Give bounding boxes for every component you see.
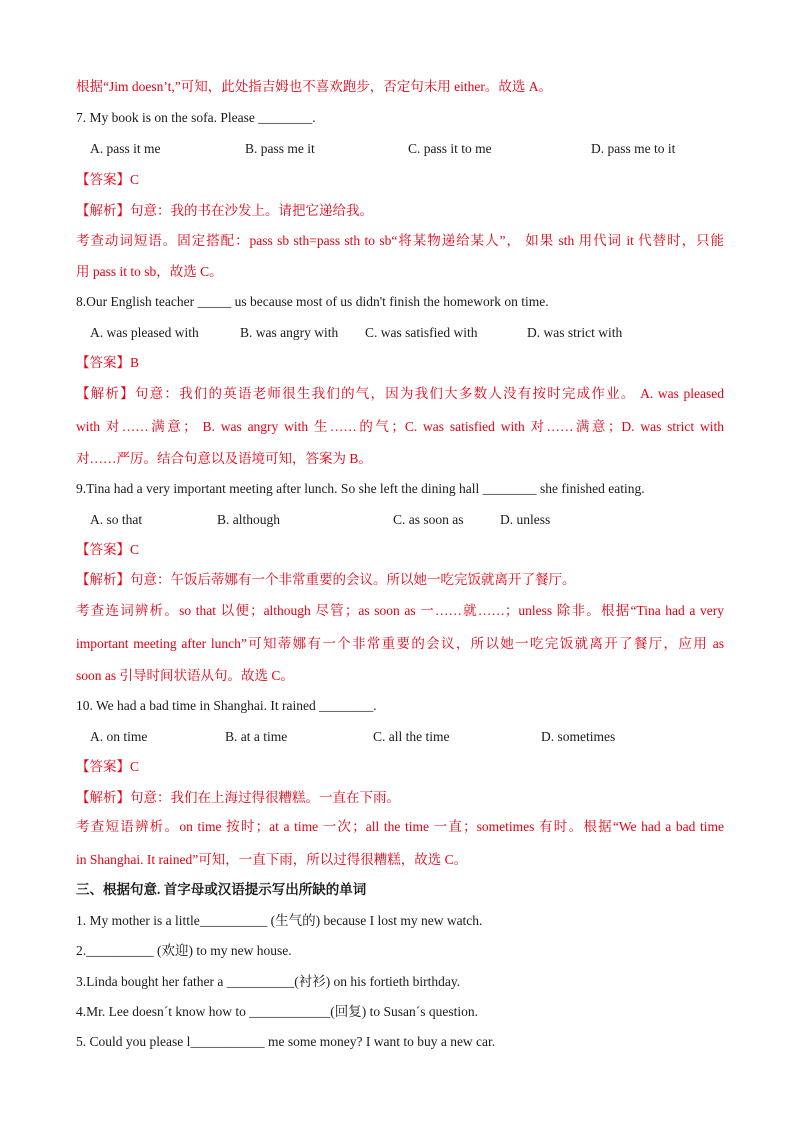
fill-item-5: 5. Could you please l___________ me some money? I want to buy a new car.	[76, 1034, 496, 1049]
q7-stem: 7. My book is on the sofa. Please ________.	[76, 110, 316, 125]
q9-option-d: D. unless	[500, 512, 551, 527]
fill-item-3: 3.Linda bought her father a __________(衬衫) on his fortieth birthday.	[76, 974, 461, 989]
q9-option-b: B. although	[217, 512, 280, 527]
q9-explanation-1: 【解析】句意：午饭后蒂娜有一个非常重要的会议。所以她一吃完饭就离开了餐厅。	[76, 572, 576, 587]
q10-option-c: C. all the time	[373, 729, 450, 744]
q9-option-a: A. so that	[90, 512, 143, 527]
fill-item-2: 2.__________ (欢迎) to my new house.	[76, 943, 292, 958]
q9-answer: 【答案】C	[76, 542, 140, 557]
q10-explanation-3: in Shanghai. It rained”可知，一直下雨，所以过得很糟糕，故选 C。	[76, 852, 468, 867]
fill-item-1: 1. My mother is a little__________ (生气的) because I lost my new watch.	[76, 913, 483, 928]
q10-explanation-1: 【解析】句意：我们在上海过得很糟糕。一直在下雨。	[76, 790, 400, 805]
q10-answer: 【答案】C	[76, 759, 140, 774]
q8-answer: 【答案】B	[76, 355, 140, 370]
q8-option-c: C. was satisfied with	[365, 325, 478, 340]
q7-option-b: B. pass me it	[245, 141, 315, 156]
fill-item-4: 4.Mr. Lee doesn´t know how to ____________(回复) to Susan´s question.	[76, 1004, 478, 1019]
q7-option-a: A. pass it me	[90, 141, 161, 156]
q7-explanation-1: 【解析】句意：我的书在沙发上。请把它递给我。	[76, 203, 373, 218]
q9-option-c: C. as soon as	[393, 512, 464, 527]
section-3-heading: 三、根据句意. 首字母或汉语提示写出所缺的单词	[76, 882, 367, 897]
q10-explanation-2: 考查短语辨析。on time 按时；at a time 一次；all the time 一直；sometimes 有时。根据“We had a bad time	[76, 819, 724, 834]
q7-explanation-2: 考查动词短语。固定搭配：pass sb sth=pass sth to sb“将某物递给某人”， 如果 sth 用代词 it 代替时，只能	[76, 233, 724, 248]
q10-option-d: D. sometimes	[541, 729, 616, 744]
q7-option-c: C. pass it to me	[408, 141, 492, 156]
q8-option-a: A. was pleased with	[90, 325, 199, 340]
q8-stem: 8.Our English teacher _____ us because most of us didn't finish the homework on time.	[76, 294, 549, 309]
q8-explanation-3: 对……严厉。结合句意以及语境可知，答案为 B。	[76, 451, 372, 466]
q6-explanation-line: 根据“Jim doesn’t,”可知，此处指吉姆也不喜欢跑步，否定句末用 either。故选 A。	[76, 79, 552, 94]
q8-explanation-2: with 对……满意； B. was angry with 生……的气；C. was satisfied with 对……满意；D. was strict with	[76, 419, 724, 434]
q7-option-d: D. pass me to it	[591, 141, 676, 156]
q8-explanation-1: 【解析】句意：我们的英语老师很生我们的气，因为我们大多数人没有按时完成作业。 A. was pleased	[76, 386, 724, 401]
q9-explanation-4: soon as 引导时间状语从句。故选 C。	[76, 668, 294, 683]
q10-option-a: A. on time	[90, 729, 148, 744]
q10-option-b: B. at a time	[225, 729, 288, 744]
q10-stem: 10. We had a bad time in Shanghai. It rained ________.	[76, 698, 377, 713]
q8-option-b: B. was angry with	[240, 325, 339, 340]
q7-explanation-3: 用 pass it to sb，故选 C。	[76, 264, 223, 279]
q7-answer: 【答案】C	[76, 172, 140, 187]
q9-stem: 9.Tina had a very important meeting after lunch. So she left the dining hall ________ she finished eating.	[76, 481, 645, 496]
q8-option-d: D. was strict with	[527, 325, 623, 340]
q9-explanation-2: 考查连词辨析。so that 以便；although 尽管；as soon as 一……就……；unless 除非。根据“Tina had a very	[76, 603, 724, 618]
q9-explanation-3: important meeting after lunch”可知蒂娜有一个非常重要的会议，所以她一吃完饭就离开了餐厅，应用 as	[76, 636, 724, 651]
